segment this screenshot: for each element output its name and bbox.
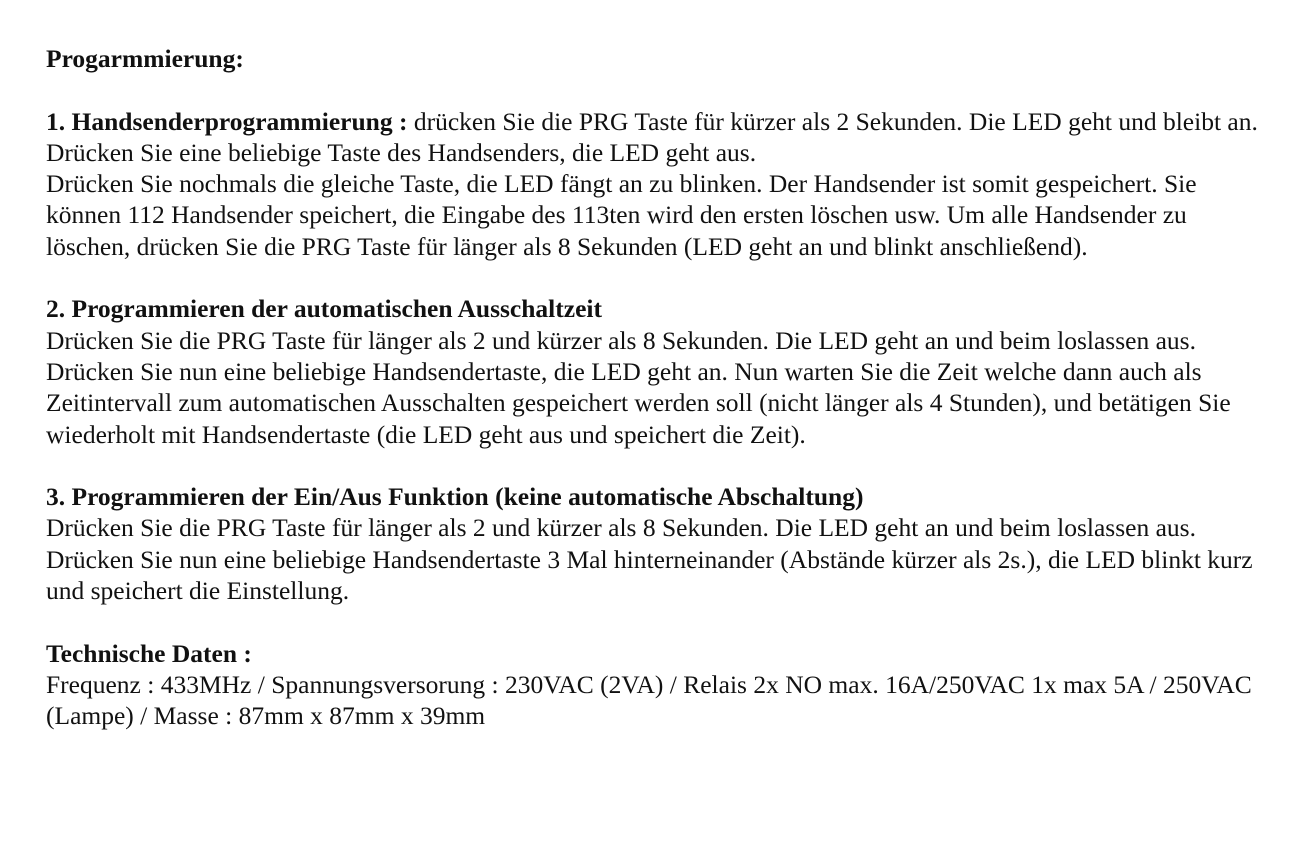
spacer [46, 262, 1276, 293]
section-1-heading: 1. Handsenderprogrammierung : [46, 106, 408, 136]
section-2-body: Drücken Sie die PRG Taste für länger als 2 und kürzer als 8 Sekunden. Die LED geht an und beim loslassen aus. Drücken Sie nun eine beliebige Handsendertaste, die LED geht an. Nun warten Sie die Zeit welche dann auch als Zeitintervall zum automatischen Ausschalten gespeichert werden soll (nicht länger als 4 Stunden), und betätigen Sie wiederholt mit Handsendertaste (die LED geht aus und speichert die Zeit). [46, 325, 1231, 449]
page-title: Progarmmierung: [46, 44, 244, 73]
spacer [46, 74, 1276, 105]
section-3-body: Drücken Sie die PRG Taste für länger als 2 und kürzer als 8 Sekunden. Die LED geht an und beim loslassen aus. Drücken Sie nun eine beliebige Handsendertaste 3 Mal hinterneinander (Abstände kürzer als 2s.), die LED blinkt kurz und speichert die Einstellung. [46, 513, 1253, 606]
section-3-heading: 3. Programmieren der Ein/Aus Funktion (keine automatische Abschaltung) [46, 482, 864, 512]
document-body [46, 43, 1276, 732]
spacer [46, 450, 1276, 481]
section-2-heading: 2. Programmieren der automatischen Ausschaltzeit [46, 294, 602, 324]
technical-data-body: Frequenz : 433MHz / Spannungsversorung : 230VAC (2VA) / Relais 2x NO max. 16A/250VAC 1x max 5A / 250VAC (Lampe) / Masse : 87mm x 87mm x 39mm [46, 669, 1252, 731]
section-1-lead-text: drücken Sie die PRG Taste für kürzer als 2 Sekunden. Die LED geht und bleibt an. Drücken Sie eine beliebige Taste des Handsenders, die LED geht aus. [46, 106, 1258, 167]
section-1-lead-paragraph [46, 106, 1276, 169]
spacer [46, 606, 1276, 637]
technical-data-heading: Technische Daten : [46, 638, 252, 668]
section-1-body: Drücken Sie nochmals die gleiche Taste, die LED fängt an zu blinken. Der Handsender ist somit gespeichert. Sie können 112 Handsender speichert, die Eingabe des 113ten wird den ersten löschen usw. Um alle Handsender zu löschen, drücken Sie die PRG Taste für länger als 8 Sekunden (LED geht an und blinkt anschließend). [46, 169, 1197, 261]
